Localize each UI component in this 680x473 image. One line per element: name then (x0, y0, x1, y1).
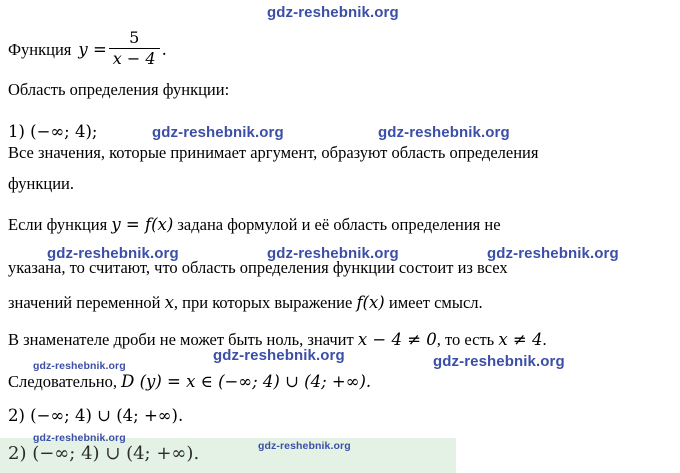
explanation-text-c: значений переменной (8, 293, 165, 312)
inequality-1: x − 4 ≠ 0 (357, 330, 437, 349)
watermark-8: gdz-reshebnik.org (213, 347, 345, 364)
watermark-6: gdz-reshebnik.org (487, 245, 619, 262)
variable-x: x (164, 293, 174, 312)
fraction (109, 29, 160, 68)
period-2: . (69, 174, 74, 193)
definition-text-a: Все значения, которые принимает аргумент, образуют (8, 143, 392, 162)
watermark-4: gdz-reshebnik.org (47, 245, 179, 262)
explanation-line-3 (8, 293, 483, 313)
function-word: Функция (8, 39, 72, 59)
inequality-2: x ≠ 4 (498, 330, 543, 349)
definition-sentence-part1 (8, 143, 538, 163)
answer-item-1: 1) (−∞; 4); (8, 122, 98, 141)
explanation-text-e: имеет смысл. (384, 293, 483, 312)
answer-item-2-highlighted: 2) (−∞; 4) ∪ (4; +∞). (8, 443, 200, 464)
explanation-text-d: , при которых выражение (173, 293, 357, 312)
domain-expression: D (y) = x ∈ (−∞; 4) ∪ (4; +∞). (121, 372, 372, 391)
watermark-5: gdz-reshebnik.org (267, 245, 399, 262)
period-1: . (161, 40, 167, 59)
explanation-line-2: указана, то считают, что область определения функции состоит из всех (8, 258, 508, 277)
domain-heading: Область определения функции: (8, 80, 230, 99)
watermark-9: gdz-reshebnik.org (433, 353, 565, 370)
function-notation-2: f(x) (356, 293, 385, 312)
explanation-line-1 (8, 215, 501, 235)
solution-text-b: , то есть (436, 330, 499, 349)
definition-sentence-part2 (8, 174, 74, 194)
answer-item-2: 2) (−∞; 4) ∪ (4; +∞). (8, 406, 184, 425)
fraction-denominator: x − 4 (112, 49, 156, 68)
explanation-text-a: Если функция (8, 215, 112, 234)
watermark-10: gdz-reshebnik.org (33, 432, 126, 444)
function-notation-1: y = f(x) (111, 215, 174, 234)
solution-line-2 (8, 372, 371, 392)
period-3: . (542, 330, 547, 349)
function-definition-line (8, 30, 167, 69)
watermark-2: gdz-reshebnik.org (152, 124, 284, 141)
definition-text-bold-2: функции (8, 174, 70, 193)
solution-text-a: В знаменателе дроби не может быть ноль, значит (8, 330, 358, 349)
equation-lhs: y = (78, 40, 107, 59)
definition-text-bold: область определения (391, 143, 539, 162)
explanation-text-b: задана формулой и её область определения не (173, 215, 501, 234)
watermark-3: gdz-reshebnik.org (378, 124, 510, 141)
watermark-11: gdz-reshebnik.org (258, 440, 351, 452)
watermark-1: gdz-reshebnik.org (267, 4, 399, 21)
fraction-numerator: 5 (129, 28, 140, 47)
solution-text-c: Следовательно, (8, 372, 122, 391)
watermark-7: gdz-reshebnik.org (33, 360, 126, 372)
